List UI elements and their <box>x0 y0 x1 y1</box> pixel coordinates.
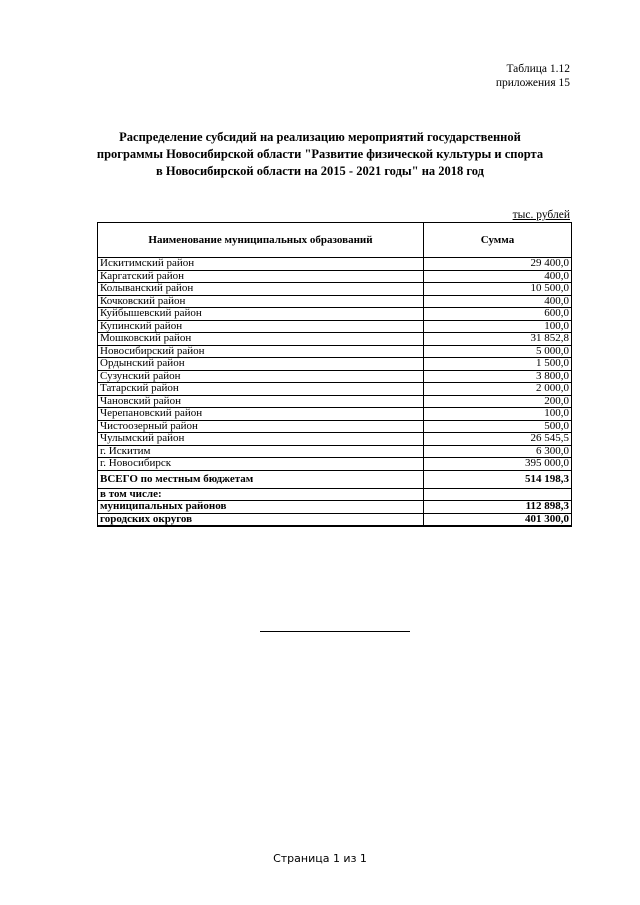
subsidy-amount: 3 800,0 <box>424 370 572 383</box>
table-row <box>98 320 572 333</box>
municipality-name: Чулымский район <box>98 433 424 446</box>
municipal-districts-label: муниципальных районов <box>98 501 424 514</box>
subsidy-amount: 100,0 <box>424 408 572 421</box>
table-reference <box>496 62 570 90</box>
municipality-name: г. Новосибирск <box>98 458 424 471</box>
municipal-districts-row <box>98 501 572 514</box>
table-row <box>98 370 572 383</box>
municipality-name: Черепановский район <box>98 408 424 421</box>
page-number: Страница 1 из 1 <box>273 852 367 865</box>
subsidy-amount: 400,0 <box>424 270 572 283</box>
subsidy-amount: 29 400,0 <box>424 258 572 271</box>
municipal-districts-value: 112 898,3 <box>424 501 572 514</box>
title-line-3: в Новосибирской области на 2015 - 2021 годы" на 2018 год <box>155 164 485 178</box>
municipality-name: Чановский район <box>98 395 424 408</box>
subsidy-amount: 26 545,5 <box>424 433 572 446</box>
municipality-name: Купинский район <box>98 320 424 333</box>
table-row <box>98 445 572 458</box>
table-row <box>98 345 572 358</box>
municipality-name: г. Искитим <box>98 445 424 458</box>
table-row <box>98 420 572 433</box>
table-row <box>98 308 572 321</box>
subsidy-amount: 2 000,0 <box>424 383 572 396</box>
total-row <box>98 470 572 488</box>
including-row <box>98 488 572 501</box>
table-row <box>98 433 572 446</box>
subsidy-amount: 5 000,0 <box>424 345 572 358</box>
municipality-name: Каргатский район <box>98 270 424 283</box>
table-row <box>98 283 572 296</box>
urban-districts-row <box>98 513 572 526</box>
table-row <box>98 408 572 421</box>
column-header-sum: Сумма <box>424 223 572 258</box>
municipality-name: Новосибирский район <box>98 345 424 358</box>
subsidy-amount: 400,0 <box>424 295 572 308</box>
municipality-name: Куйбышевский район <box>98 308 424 321</box>
municipality-name: Искитимский район <box>98 258 424 271</box>
column-header-name: Наименование муниципальных образований <box>98 223 424 258</box>
table-row <box>98 333 572 346</box>
subsidy-amount: 10 500,0 <box>424 283 572 296</box>
title-line-2: программы Новосибирской области "Развитие физической культуры и спорта <box>96 147 544 161</box>
subsidy-amount: 6 300,0 <box>424 445 572 458</box>
subsidy-amount: 100,0 <box>424 320 572 333</box>
table-body <box>98 258 572 471</box>
municipality-name: Ордынский район <box>98 358 424 371</box>
units-label: тыс. рублей <box>512 209 570 221</box>
municipality-name: Сузунский район <box>98 370 424 383</box>
table-summary <box>98 470 572 526</box>
subsidy-amount: 1 500,0 <box>424 358 572 371</box>
municipality-name: Чистоозерный район <box>98 420 424 433</box>
including-value <box>424 488 572 501</box>
subsidy-amount: 500,0 <box>424 420 572 433</box>
subsidy-amount: 31 852,8 <box>424 333 572 346</box>
table-row <box>98 295 572 308</box>
subsidy-amount: 200,0 <box>424 395 572 408</box>
document-title <box>80 129 560 180</box>
table-row <box>98 383 572 396</box>
municipality-name: Колыванский район <box>98 283 424 296</box>
subsidy-amount: 395 000,0 <box>424 458 572 471</box>
title-line-1: Распределение субсидий на реализацию мероприятий государственной <box>119 130 521 144</box>
total-value: 514 198,3 <box>424 470 572 488</box>
municipality-name: Кочковский район <box>98 295 424 308</box>
municipality-name: Мошковский район <box>98 333 424 346</box>
table-row <box>98 458 572 471</box>
urban-districts-value: 401 300,0 <box>424 513 572 526</box>
table-header-row <box>98 223 572 258</box>
subsidy-table <box>97 222 572 527</box>
table-row <box>98 270 572 283</box>
table-number: Таблица 1.12 <box>506 63 570 75</box>
subsidy-amount: 600,0 <box>424 308 572 321</box>
divider-line <box>260 631 410 632</box>
urban-districts-label: городских округов <box>98 513 424 526</box>
table-row <box>98 258 572 271</box>
total-label: ВСЕГО по местным бюджетам <box>98 470 424 488</box>
municipality-name: Татарский район <box>98 383 424 396</box>
appendix-number: приложения 15 <box>495 77 570 89</box>
table-row <box>98 395 572 408</box>
table-row <box>98 358 572 371</box>
including-label: в том числе: <box>98 488 424 501</box>
